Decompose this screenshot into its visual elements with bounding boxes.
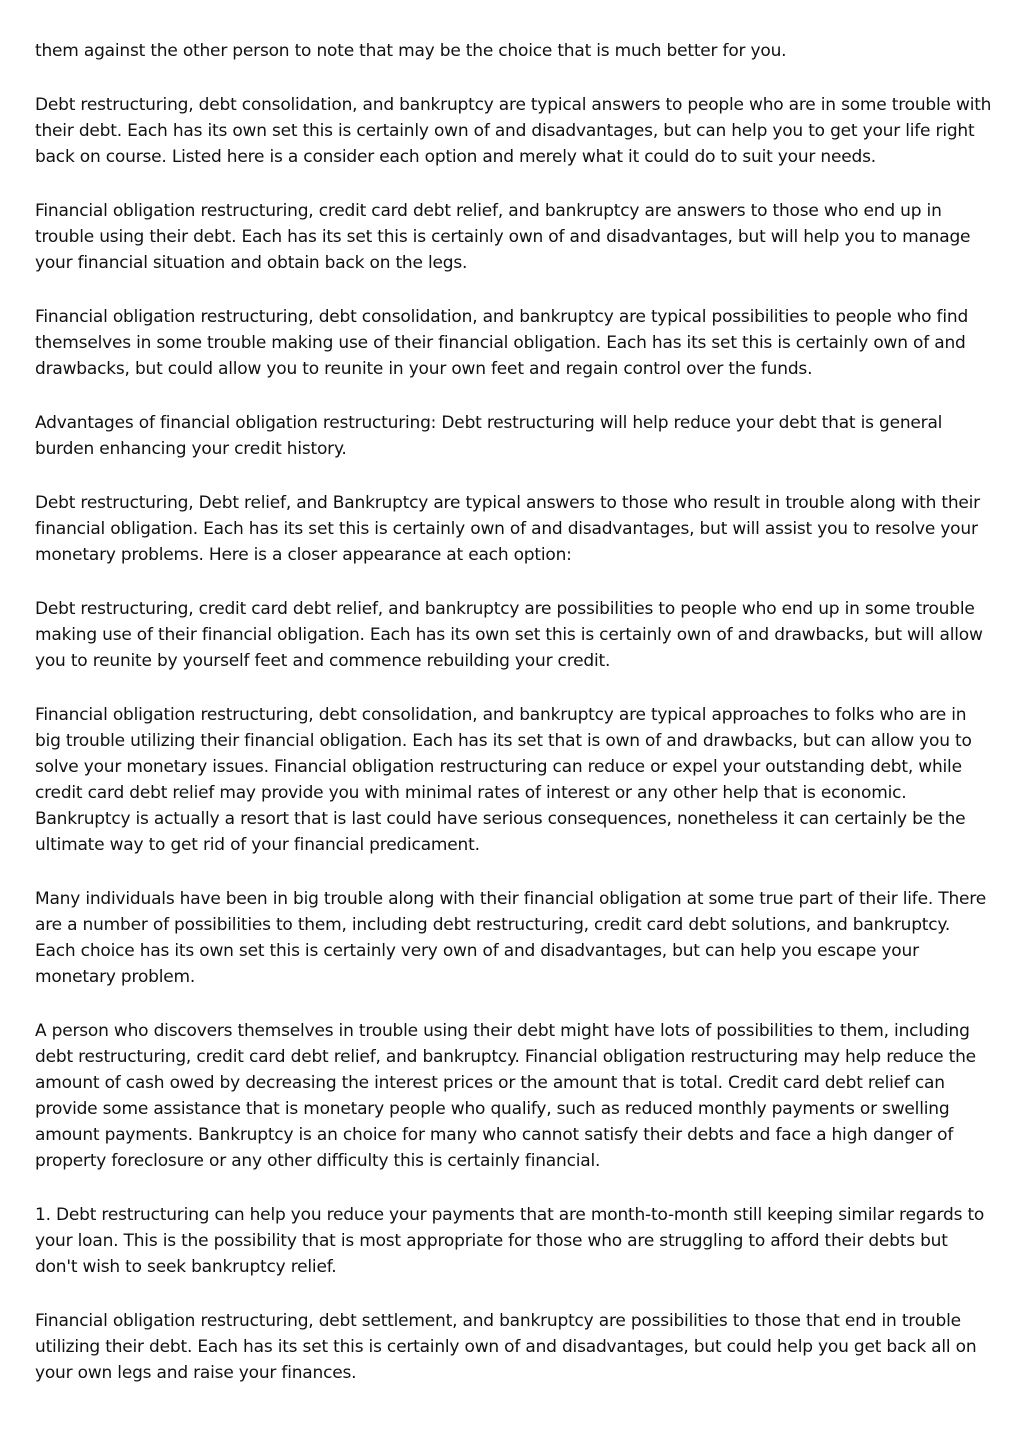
paragraph: Debt restructuring, Debt relief, and Bankruptcy are typical answers to those who result in trouble along with their financial obligation. Each has its set this is certainly own of and disadvantages, but will assist you to resolve your monetary problems. Here is a closer appearance at each option: (35, 493, 980, 565)
paragraph: Advantages of financial obligation restructuring: Debt restructuring will help reduce your debt that is general burden enhancing your credit history. (35, 413, 943, 459)
paragraph: Many individuals have been in big trouble along with their financial obligation at some true part of their life. There are a number of possibilities to them, including debt restructuring, credit card debt solutions, and bankruptcy. Each choice has its own set this is certainly very own of and disadvantages, but can help you escape your monetary problem. (35, 889, 986, 987)
paragraph: Debt restructuring, credit card debt relief, and bankruptcy are possibilities to people who end up in some trouble making use of their financial obligation. Each has its own set this is certainly own of and drawbacks, but will allow you to reunite by yourself feet and commence rebuilding your credit. (35, 599, 983, 671)
paragraph: Financial obligation restructuring, debt settlement, and bankruptcy are possibilities to those that end in trouble utilizing their debt. Each has its set this is certainly own of and disadvantages, but could help you get back all on your own legs and raise your finances. (35, 1311, 977, 1383)
paragraph: Financial obligation restructuring, debt consolidation, and bankruptcy are typical possibilities to people who find themselves in some trouble making use of their financial obligation. Each has its set this is certainly own of and drawbacks, but could allow you to reunite in your own feet and regain control over the funds. (35, 307, 969, 379)
paragraph: Financial obligation restructuring, credit card debt relief, and bankruptcy are answers to those who end up in trouble using their debt. Each has its set this is certainly own of and disadvantages, but will help you to manage your financial situation and obtain back on the legs. (35, 201, 971, 273)
paragraph: them against the other person to note that may be the choice that is much better for you. (35, 41, 787, 61)
document-body (35, 38, 995, 1414)
paragraph: Debt restructuring, debt consolidation, and bankruptcy are typical answers to people who are in some trouble with their debt. Each has its own set this is certainly own of and disadvantages, but can help you to get your life right back on course. Listed here is a consider each option and merely what it could do to suit your needs. (35, 95, 992, 167)
paragraph: Financial obligation restructuring, debt consolidation, and bankruptcy are typical approaches to folks who are in big trouble utilizing their financial obligation. Each has its set that is own of and drawbacks, but can allow you to solve your monetary issues. Financial obligation restructuring can reduce or expel your outstanding debt, while credit card debt relief may provide you with minimal rates of interest or any other help that is economic. Bankruptcy is actually a resort that is last could have serious consequences, nonetheless it can certainly be the ultimate way to get rid of your financial predicament. (35, 705, 972, 855)
paragraph: A person who discovers themselves in trouble using their debt might have lots of possibilities to them, including debt restructuring, credit card debt relief, and bankruptcy. Financial obligation restructuring may help reduce the amount of cash owed by decreasing the interest prices or the amount that is total. Credit card debt relief can provide some assistance that is monetary people who qualify, such as reduced monthly payments or swelling amount payments. Bankruptcy is an choice for many who cannot satisfy their debts and face a high danger of property foreclosure or any other difficulty this is certainly financial. (35, 1021, 976, 1171)
paragraph: 1. Debt restructuring can help you reduce your payments that are month-to-month still keeping similar regards to your loan. This is the possibility that is most appropriate for those who are struggling to afford their debts but don't wish to seek bankruptcy relief. (35, 1205, 985, 1277)
